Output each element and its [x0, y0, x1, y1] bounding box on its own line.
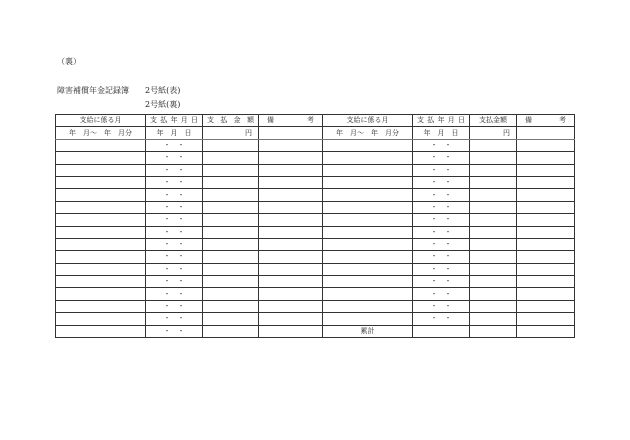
- header-month-right: 支給に係る月: [323, 115, 413, 127]
- month-cell-right[interactable]: [323, 201, 413, 213]
- month-cell-right[interactable]: [323, 238, 413, 250]
- remarks-cell-right[interactable]: [517, 313, 575, 325]
- amount-cell-right[interactable]: [470, 238, 517, 250]
- remarks-cell-left[interactable]: [259, 152, 323, 164]
- month-cell-right[interactable]: [323, 139, 413, 151]
- amount-cell-right[interactable]: [470, 139, 517, 151]
- total-row: [56, 325, 575, 337]
- form-number-back: 2号紙(裏): [145, 100, 181, 109]
- header-row: [56, 115, 575, 127]
- month-cell-left[interactable]: [56, 152, 146, 164]
- amount-cell-left[interactable]: [203, 214, 259, 226]
- subheader-yen-right: 円: [470, 127, 517, 139]
- amount-cell-left[interactable]: [203, 325, 259, 337]
- pay-date-cell-left[interactable]: ・ ・: [146, 300, 203, 312]
- amount-cell-left[interactable]: [203, 189, 259, 201]
- month-cell-left[interactable]: [56, 226, 146, 238]
- amount-cell-right[interactable]: [470, 313, 517, 325]
- amount-cell-right[interactable]: [470, 325, 517, 337]
- remarks-cell-left[interactable]: [259, 176, 323, 188]
- month-cell-right[interactable]: [323, 152, 413, 164]
- amount-cell-right[interactable]: [470, 152, 517, 164]
- month-cell-left[interactable]: [56, 139, 146, 151]
- remarks-cell-right[interactable]: [517, 325, 575, 337]
- amount-cell-right[interactable]: [470, 214, 517, 226]
- total-pay-date-cell[interactable]: [413, 325, 470, 337]
- month-cell-right[interactable]: [323, 263, 413, 275]
- subheader-yen-left: 円: [203, 127, 259, 139]
- month-cell-right[interactable]: [323, 189, 413, 201]
- table-row: [56, 226, 575, 238]
- table-row: [56, 313, 575, 325]
- pay-date-cell-left[interactable]: ・ ・: [146, 263, 203, 275]
- pay-date-cell-right[interactable]: ・ ・: [413, 176, 470, 188]
- remarks-cell-right[interactable]: [517, 214, 575, 226]
- total-label: 累計: [323, 325, 413, 337]
- remarks-cell-right[interactable]: [517, 201, 575, 213]
- pay-date-cell-right[interactable]: ・ ・: [413, 288, 470, 300]
- month-cell-left[interactable]: [56, 288, 146, 300]
- remarks-cell-left[interactable]: [259, 164, 323, 176]
- table-row: [56, 152, 575, 164]
- pay-date-cell-right[interactable]: ・ ・: [413, 300, 470, 312]
- pay-date-cell-right[interactable]: ・ ・: [413, 139, 470, 151]
- header-pay-date-left: 支 払 年 月 日: [146, 115, 203, 127]
- pay-date-cell-right[interactable]: ・ ・: [413, 152, 470, 164]
- pay-date-cell-left[interactable]: ・ ・: [146, 276, 203, 288]
- header-amount-left: 支 払 金 額: [203, 115, 259, 127]
- pay-date-cell-left[interactable]: ・ ・: [146, 313, 203, 325]
- amount-cell-left[interactable]: [203, 152, 259, 164]
- pay-date-cell-left[interactable]: ・ ・: [146, 139, 203, 151]
- pay-date-cell-right[interactable]: ・ ・: [413, 214, 470, 226]
- remarks-cell-right[interactable]: [517, 226, 575, 238]
- month-cell-left[interactable]: [56, 164, 146, 176]
- remarks-cell-left[interactable]: [259, 313, 323, 325]
- amount-cell-left[interactable]: [203, 238, 259, 250]
- remarks-cell-left[interactable]: [259, 300, 323, 312]
- pay-date-cell-left[interactable]: ・ ・: [146, 189, 203, 201]
- pay-date-cell-right[interactable]: ・ ・: [413, 263, 470, 275]
- pay-date-cell-left[interactable]: ・ ・: [146, 164, 203, 176]
- pay-date-cell-left[interactable]: ・ ・: [146, 201, 203, 213]
- pay-date-cell-left[interactable]: ・ ・: [146, 226, 203, 238]
- pay-date-cell-right[interactable]: ・ ・: [413, 164, 470, 176]
- month-cell-left[interactable]: [56, 325, 146, 337]
- amount-cell-right[interactable]: [470, 251, 517, 263]
- amount-cell-right[interactable]: [470, 300, 517, 312]
- month-cell-left[interactable]: [56, 176, 146, 188]
- subheader-row: [56, 127, 575, 139]
- pay-date-cell-right[interactable]: ・ ・: [413, 201, 470, 213]
- remarks-cell-left[interactable]: [259, 251, 323, 263]
- table-row: [56, 300, 575, 312]
- amount-cell-left[interactable]: [203, 226, 259, 238]
- remarks-cell-right[interactable]: [517, 152, 575, 164]
- amount-cell-right[interactable]: [470, 176, 517, 188]
- amount-cell-left[interactable]: [203, 263, 259, 275]
- table-row: [56, 214, 575, 226]
- month-cell-right[interactable]: [323, 214, 413, 226]
- header-amount-right: 支払金額: [470, 115, 517, 127]
- form-number-front: 2号紙(表): [145, 86, 181, 95]
- remarks-cell-right[interactable]: [517, 251, 575, 263]
- remarks-cell-right[interactable]: [517, 300, 575, 312]
- amount-cell-left[interactable]: [203, 251, 259, 263]
- pay-date-cell-right[interactable]: ・ ・: [413, 313, 470, 325]
- amount-cell-left[interactable]: [203, 176, 259, 188]
- amount-cell-left[interactable]: [203, 201, 259, 213]
- register-title: 障害補償年金記録簿: [57, 86, 129, 95]
- month-cell-right[interactable]: [323, 251, 413, 263]
- table-row: [56, 201, 575, 213]
- month-cell-right[interactable]: [323, 176, 413, 188]
- month-cell-right[interactable]: [323, 164, 413, 176]
- table-row: [56, 189, 575, 201]
- month-cell-right[interactable]: [323, 313, 413, 325]
- header-remarks-left: 備 考: [259, 115, 323, 127]
- subheader-period-right: 年 月～ 年 月分: [323, 127, 413, 139]
- remarks-cell-right[interactable]: [517, 288, 575, 300]
- amount-cell-left[interactable]: [203, 276, 259, 288]
- pay-date-cell-right[interactable]: ・ ・: [413, 238, 470, 250]
- remarks-cell-right[interactable]: [517, 263, 575, 275]
- subheader-date-right: 年 月 日: [413, 127, 470, 139]
- remarks-cell-left[interactable]: [259, 226, 323, 238]
- month-cell-right[interactable]: [323, 288, 413, 300]
- remarks-cell-left[interactable]: [259, 189, 323, 201]
- pay-date-cell-right[interactable]: ・ ・: [413, 189, 470, 201]
- month-cell-left[interactable]: [56, 201, 146, 213]
- month-cell-left[interactable]: [56, 263, 146, 275]
- subheader-blank-left: [259, 127, 323, 139]
- amount-cell-right[interactable]: [470, 189, 517, 201]
- subheader-period-left: 年 月～ 年 月分: [56, 127, 146, 139]
- remarks-cell-left[interactable]: [259, 276, 323, 288]
- remarks-cell-left[interactable]: [259, 263, 323, 275]
- month-cell-left[interactable]: [56, 300, 146, 312]
- month-cell-right[interactable]: [323, 300, 413, 312]
- table-row: [56, 251, 575, 263]
- subheader-blank-right: [517, 127, 575, 139]
- remarks-cell-right[interactable]: [517, 176, 575, 188]
- remarks-cell-left[interactable]: [259, 214, 323, 226]
- pay-date-cell-left[interactable]: ・ ・: [146, 214, 203, 226]
- remarks-cell-right[interactable]: [517, 164, 575, 176]
- month-cell-left[interactable]: [56, 251, 146, 263]
- table-row: [56, 238, 575, 250]
- month-cell-left[interactable]: [56, 214, 146, 226]
- amount-cell-left[interactable]: [203, 164, 259, 176]
- remarks-cell-right[interactable]: [517, 276, 575, 288]
- amount-cell-right[interactable]: [470, 276, 517, 288]
- table-row: [56, 139, 575, 151]
- remarks-cell-left[interactable]: [259, 238, 323, 250]
- remarks-cell-left[interactable]: [259, 325, 323, 337]
- pay-date-cell-left[interactable]: ・ ・: [146, 152, 203, 164]
- table-row: [56, 288, 575, 300]
- amount-cell-right[interactable]: [470, 226, 517, 238]
- pay-date-cell-left[interactable]: ・ ・: [146, 251, 203, 263]
- pay-date-cell-right[interactable]: ・ ・: [413, 276, 470, 288]
- header-pay-date-right: 支 払 年 月 日: [413, 115, 470, 127]
- pay-date-cell-left[interactable]: ・ ・: [146, 238, 203, 250]
- remarks-cell-left[interactable]: [259, 288, 323, 300]
- month-cell-right[interactable]: [323, 226, 413, 238]
- month-cell-left[interactable]: [56, 313, 146, 325]
- table-row: [56, 263, 575, 275]
- pay-date-cell-left[interactable]: ・ ・: [146, 288, 203, 300]
- table-row: [56, 164, 575, 176]
- month-cell-right[interactable]: [323, 276, 413, 288]
- remarks-cell-right[interactable]: [517, 189, 575, 201]
- amount-cell-right[interactable]: [470, 201, 517, 213]
- amount-cell-right[interactable]: [470, 288, 517, 300]
- pay-date-cell-right[interactable]: ・ ・: [413, 226, 470, 238]
- amount-cell-right[interactable]: [470, 164, 517, 176]
- pension-record-table: [55, 114, 575, 338]
- amount-cell-left[interactable]: [203, 288, 259, 300]
- header-month-left: 支給に係る月: [56, 115, 146, 127]
- pay-date-cell-left[interactable]: ・ ・: [146, 176, 203, 188]
- amount-cell-right[interactable]: [470, 263, 517, 275]
- header-remarks-right: 備 考: [517, 115, 575, 127]
- amount-cell-left[interactable]: [203, 139, 259, 151]
- subheader-date-left: 年 月 日: [146, 127, 203, 139]
- month-cell-left[interactable]: [56, 189, 146, 201]
- month-cell-left[interactable]: [56, 276, 146, 288]
- pay-date-cell-right[interactable]: ・ ・: [413, 251, 470, 263]
- amount-cell-left[interactable]: [203, 313, 259, 325]
- table-row: [56, 276, 575, 288]
- month-cell-left[interactable]: [56, 238, 146, 250]
- side-label: （裏）: [57, 57, 81, 66]
- remarks-cell-left[interactable]: [259, 201, 323, 213]
- amount-cell-left[interactable]: [203, 300, 259, 312]
- table-row: [56, 176, 575, 188]
- remarks-cell-right[interactable]: [517, 238, 575, 250]
- pay-date-cell-left[interactable]: ・ ・: [146, 325, 203, 337]
- remarks-cell-left[interactable]: [259, 139, 323, 151]
- remarks-cell-right[interactable]: [517, 139, 575, 151]
